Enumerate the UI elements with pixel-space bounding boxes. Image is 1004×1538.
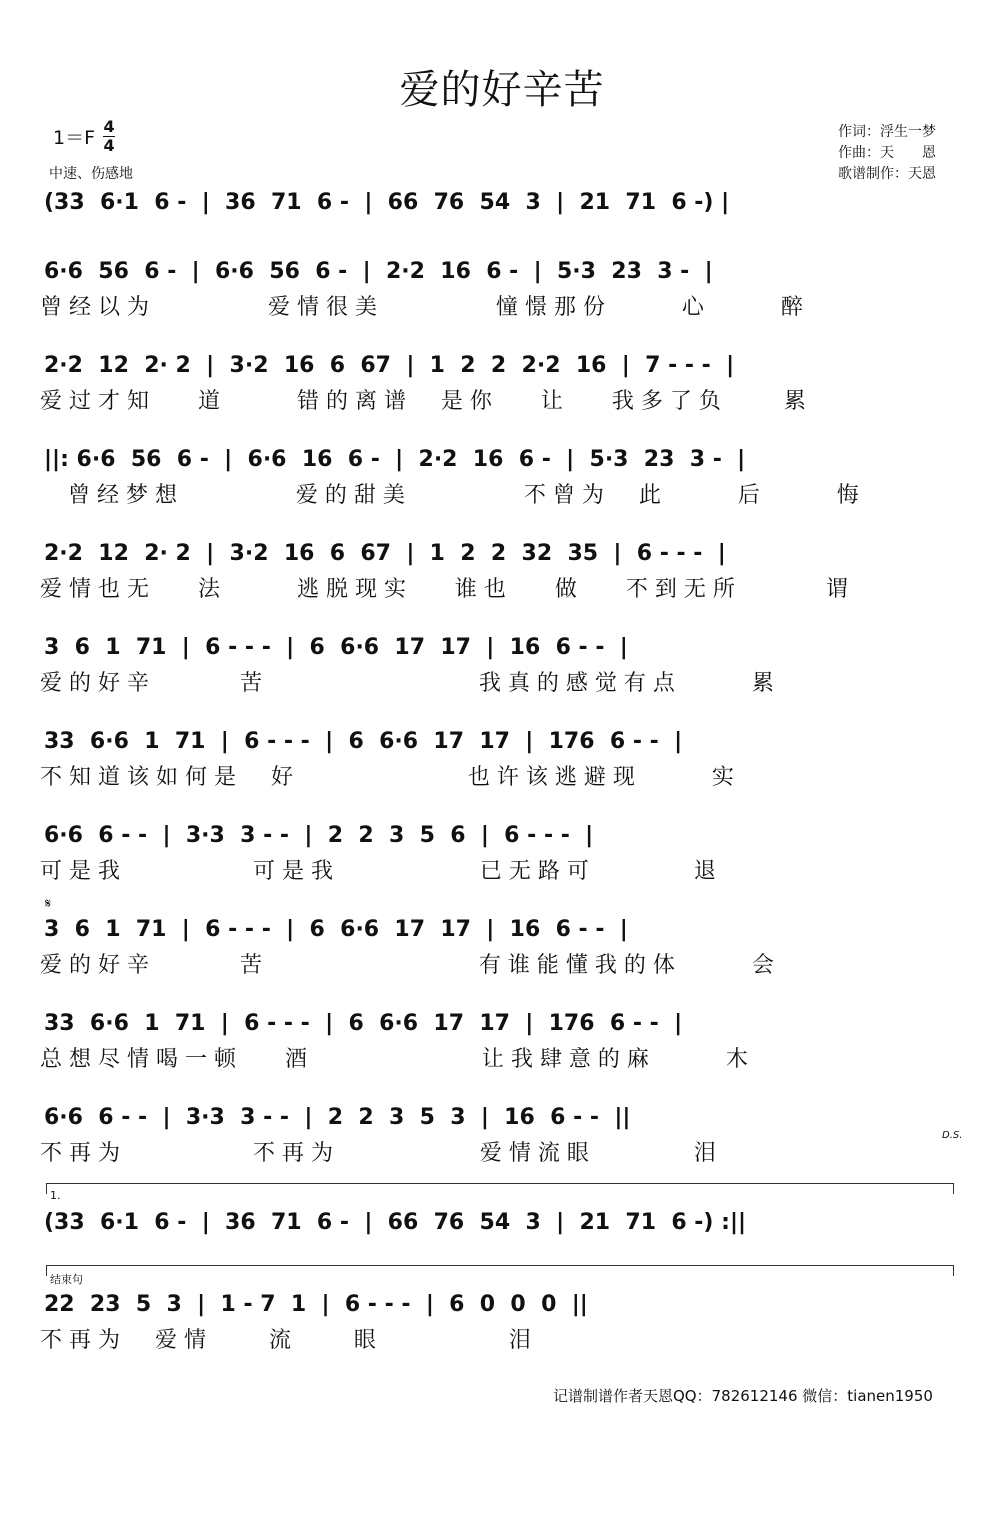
notation: 6·6 6 - - | 3·3 3 - - | 2 2 3 5 3 | 16 6 - - || bbox=[44, 1105, 631, 1130]
notation: 6·6 6 - - | 3·3 3 - - | 2 2 3 5 6 | 6 - - - | bbox=[44, 823, 594, 848]
coda-marker: 结束句 bbox=[50, 1273, 83, 1286]
key-label: 1＝F bbox=[53, 127, 96, 149]
time-top: 4 bbox=[103, 117, 115, 136]
ds-marking: D.S. bbox=[942, 1130, 963, 1141]
score-row-7 bbox=[0, 722, 1004, 802]
lyrics: 爱的好辛 苦 有谁能懂我的体 会 bbox=[40, 953, 781, 978]
notation: 33 6·6 1 71 | 6 - - - | 6 6·6 17 17 | 176 6 - - | bbox=[44, 1011, 683, 1036]
lyrics: 爱情也无 法 逃脱现实 谁也 做 不到无所 谓 bbox=[40, 577, 855, 602]
notation: (33 6·1 6 - | 36 71 6 - | 66 76 54 3 | 21 71 6 -) | bbox=[44, 190, 730, 215]
notation: 2·2 12 2· 2 | 3·2 16 6 67 | 1 2 2 32 35 | 6 - - - | bbox=[44, 541, 726, 566]
notation: 2·2 12 2· 2 | 3·2 16 6 67 | 1 2 2 2·2 16 | 7 - - - | bbox=[44, 353, 735, 378]
score-row-10 bbox=[0, 1004, 1004, 1084]
score-row-11 bbox=[0, 1098, 1004, 1178]
notation: 3 6 1 71 | 6 - - - | 6 6·6 17 17 | 16 6 - - | bbox=[44, 917, 628, 942]
notation: (33 6·1 6 - | 36 71 6 - | 66 76 54 3 | 21 71 6 -) :|| bbox=[44, 1210, 747, 1235]
lyrics: 曾经梦想 爱的甜美 不曾为 此 后 悔 bbox=[40, 483, 866, 508]
first-ending-marker: 1. bbox=[50, 1189, 61, 1202]
notation: 33 6·6 1 71 | 6 - - - | 6 6·6 17 17 | 176 6 - - | bbox=[44, 729, 683, 754]
key-signature bbox=[53, 118, 115, 155]
time-bottom: 4 bbox=[103, 136, 115, 155]
score-row-6 bbox=[0, 628, 1004, 708]
tempo-marking: 中速、伤感地 bbox=[49, 166, 133, 182]
segno-sign: 𝄋 bbox=[45, 896, 52, 912]
lyrics: 爱的好辛 苦 我真的感觉有点 累 bbox=[40, 671, 781, 696]
footer-contact: 记谱制谱作者天恩QQ：782612146 微信：tianen1950 bbox=[553, 1387, 933, 1405]
lyrics: 不知道该如何是 好 也许该逃避现 实 bbox=[40, 765, 741, 790]
lyricist: 作词：浮生一梦 bbox=[838, 124, 936, 140]
lyrics: 不再为 爱情 流 眼 泪 bbox=[40, 1328, 538, 1353]
time-signature bbox=[103, 118, 115, 155]
coda-bracket bbox=[46, 1265, 954, 1276]
notation: 22 23 5 3 | 1 - 7 1 | 6 - - - | 6 0 0 0 || bbox=[44, 1292, 588, 1317]
score-row-2 bbox=[0, 252, 1004, 332]
lyrics: 爱过才知 道 错的离谱 是你 让 我多了负 累 bbox=[40, 389, 813, 414]
credits bbox=[838, 122, 936, 185]
volta-bracket bbox=[46, 1183, 954, 1194]
score-row-13 bbox=[0, 1273, 1004, 1365]
notation: 6·6 56 6 - | 6·6 56 6 - | 2·2 16 6 - | 5·3 23 3 - | bbox=[44, 259, 713, 284]
score-row-9 bbox=[0, 896, 1004, 990]
notation: ||: 6·6 56 6 - | 6·6 16 6 - | 2·2 16 6 - | 5·3 23 3 - | bbox=[44, 447, 746, 472]
lyrics: 可是我 可是我 已无路可 退 bbox=[40, 859, 723, 884]
score-row-8 bbox=[0, 816, 1004, 896]
lyrics: 曾经以为 爱情很美 憧憬那份 心 醉 bbox=[40, 295, 810, 320]
score-row-5 bbox=[0, 534, 1004, 614]
lyrics: 总想尽情喝一顿 酒 让我肆意的麻 木 bbox=[40, 1047, 755, 1072]
song-title: 爱的好辛苦 bbox=[399, 67, 605, 113]
score-row-1 bbox=[0, 183, 1004, 263]
score-row-4 bbox=[0, 440, 1004, 520]
arranger: 歌谱制作：天恩 bbox=[838, 166, 936, 182]
notation: 3 6 1 71 | 6 - - - | 6 6·6 17 17 | 16 6 - - | bbox=[44, 635, 628, 660]
lyrics: 不再为 不再为 爱情流眼 泪 bbox=[40, 1141, 723, 1166]
score-row-3 bbox=[0, 346, 1004, 426]
composer: 作曲：天 恩 bbox=[838, 145, 936, 161]
